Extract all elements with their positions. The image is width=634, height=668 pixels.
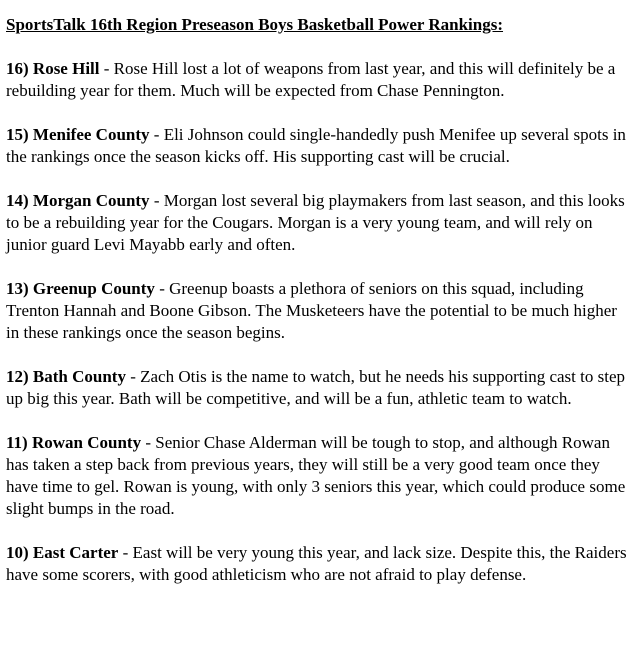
ranking-entry-10 xyxy=(6,542,628,586)
team-name: 12) Bath County xyxy=(6,367,126,386)
team-description: - Zach Otis is the name to watch, but he needs his supporting cast to step up big this year. Bath will be competitive, and will be a fun, athletic team to watch. xyxy=(6,367,626,408)
team-name: 10) East Carter xyxy=(6,543,119,562)
team-name: 15) Menifee County xyxy=(6,125,150,144)
ranking-entry-11 xyxy=(6,432,628,520)
ranking-entry-12 xyxy=(6,366,628,410)
team-name: 11) Rowan County xyxy=(6,433,142,452)
team-name: 13) Greenup County xyxy=(6,279,155,298)
ranking-entry-15 xyxy=(6,124,628,168)
team-description: - Senior Chase Alderman will be tough to stop, and although Rowan has taken a step back from previous years, they will still be a very good team once they have time to gel. Rowan is young, with only 3 seniors this year, which could produce some slight bumps in the road. xyxy=(6,433,626,518)
ranking-entry-16 xyxy=(6,58,628,102)
team-description: - East will be very young this year, and lack size. Despite this, the Raiders have some scorers, with good athleticism who are not afraid to play defense. xyxy=(6,543,627,584)
team-description: - Rose Hill lost a lot of weapons from last year, and this will definitely be a rebuilding year for them. Much will be expected from Chase Pennington. xyxy=(6,59,616,100)
team-name: 14) Morgan County xyxy=(6,191,150,210)
team-description: - Morgan lost several big playmakers from last season, and this looks to be a rebuilding year for the Cougars. Morgan is a very young team, and will rely on junior guard Levi Mayabb early and often. xyxy=(6,191,625,254)
ranking-entry-13 xyxy=(6,278,628,344)
team-name: 16) Rose Hill xyxy=(6,59,100,78)
team-description: - Greenup boasts a plethora of seniors on this squad, including Trenton Hannah and Boone Gibson. The Musketeers have the potential to be much higher in these rankings once the season begins. xyxy=(6,279,617,342)
page-title: SportsTalk 16th Region Preseason Boys Basketball Power Rankings: xyxy=(6,15,504,34)
team-description: - Eli Johnson could single-handedly push Menifee up several spots in the rankings once the season kicks off. His supporting cast will be crucial. xyxy=(6,125,626,166)
ranking-entry-14 xyxy=(6,190,628,256)
